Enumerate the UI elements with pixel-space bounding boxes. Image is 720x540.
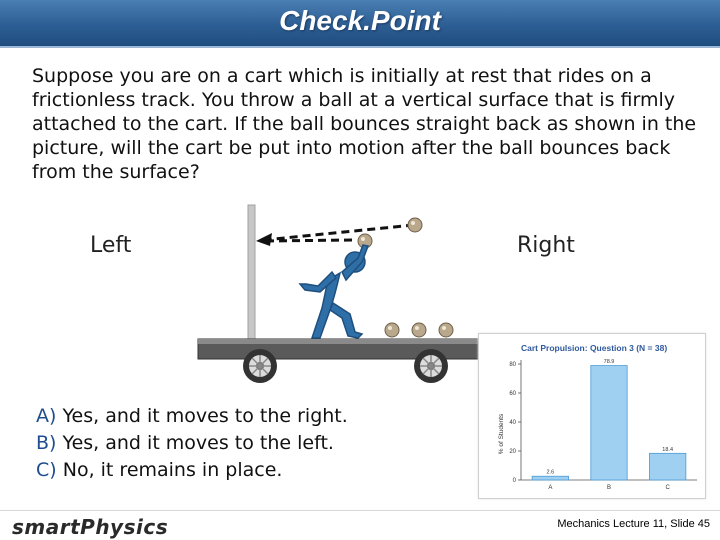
results-chart-svg (479, 334, 707, 500)
bar-value-label: 2.6 (546, 469, 555, 476)
dashed-arrow-left (256, 225, 414, 246)
title-bar (0, 0, 720, 48)
answer-option-b[interactable] (36, 430, 466, 457)
vertical-surface (248, 205, 255, 345)
bar-a (532, 476, 568, 480)
answer-text: Yes, and it moves to the left. (62, 432, 334, 454)
wheel-icon (243, 349, 277, 383)
y-tick-label: 20 (509, 449, 516, 455)
bar-value-label: 18.4 (662, 446, 674, 453)
y-tick-label: 40 (509, 420, 516, 426)
cart-illustration (190, 200, 520, 390)
x-tick-label: B (606, 485, 612, 491)
stick-figure-throwing (300, 245, 368, 338)
x-tick-label: A (548, 485, 553, 491)
x-tick-label: C (665, 485, 670, 491)
chart-ylabel: % of Students (498, 413, 505, 455)
slide-title: Check.Point (279, 5, 441, 36)
slide-number: Mechanics Lecture 11, Slide 45 (557, 518, 710, 530)
answer-letter: B) (36, 432, 57, 454)
ball-icon (412, 323, 426, 337)
bar-b (591, 366, 627, 480)
direction-label-right: Right (517, 233, 575, 258)
answer-letter: C) (36, 459, 57, 481)
answer-letter: A) (36, 405, 57, 427)
answer-option-a[interactable] (36, 403, 466, 430)
y-tick-label: 60 (509, 391, 516, 397)
bar-value-label: 78.9 (603, 359, 615, 366)
direction-label-left: Left (90, 233, 132, 258)
footer-divider (0, 510, 720, 511)
bar-c (649, 453, 685, 480)
answer-list (36, 403, 466, 484)
answer-text: No, it remains in place. (62, 459, 283, 481)
results-chart (478, 333, 706, 499)
ball-icon (439, 323, 453, 337)
wheel-icon (414, 349, 448, 383)
answer-option-c[interactable] (36, 457, 466, 484)
y-tick-label: 0 (512, 478, 516, 484)
question-text: Suppose you are on a cart which is initially at rest that rides on a frictionless track. You throw a ball at a vertical surface that is firmly attached to the cart. If the ball bounces straight back as shown in the picture, will the cart be put into motion after the ball bounces back from the surface? (32, 65, 697, 183)
smartphysics-logo: smartPhysics (12, 515, 169, 539)
chart-title: Cart Propulsion: Question 3 (N = 38) (521, 343, 668, 353)
ball-icon (385, 323, 399, 337)
ball-icon (408, 218, 422, 232)
answer-text: Yes, and it moves to the right. (62, 405, 348, 427)
y-tick-label: 80 (509, 362, 516, 368)
